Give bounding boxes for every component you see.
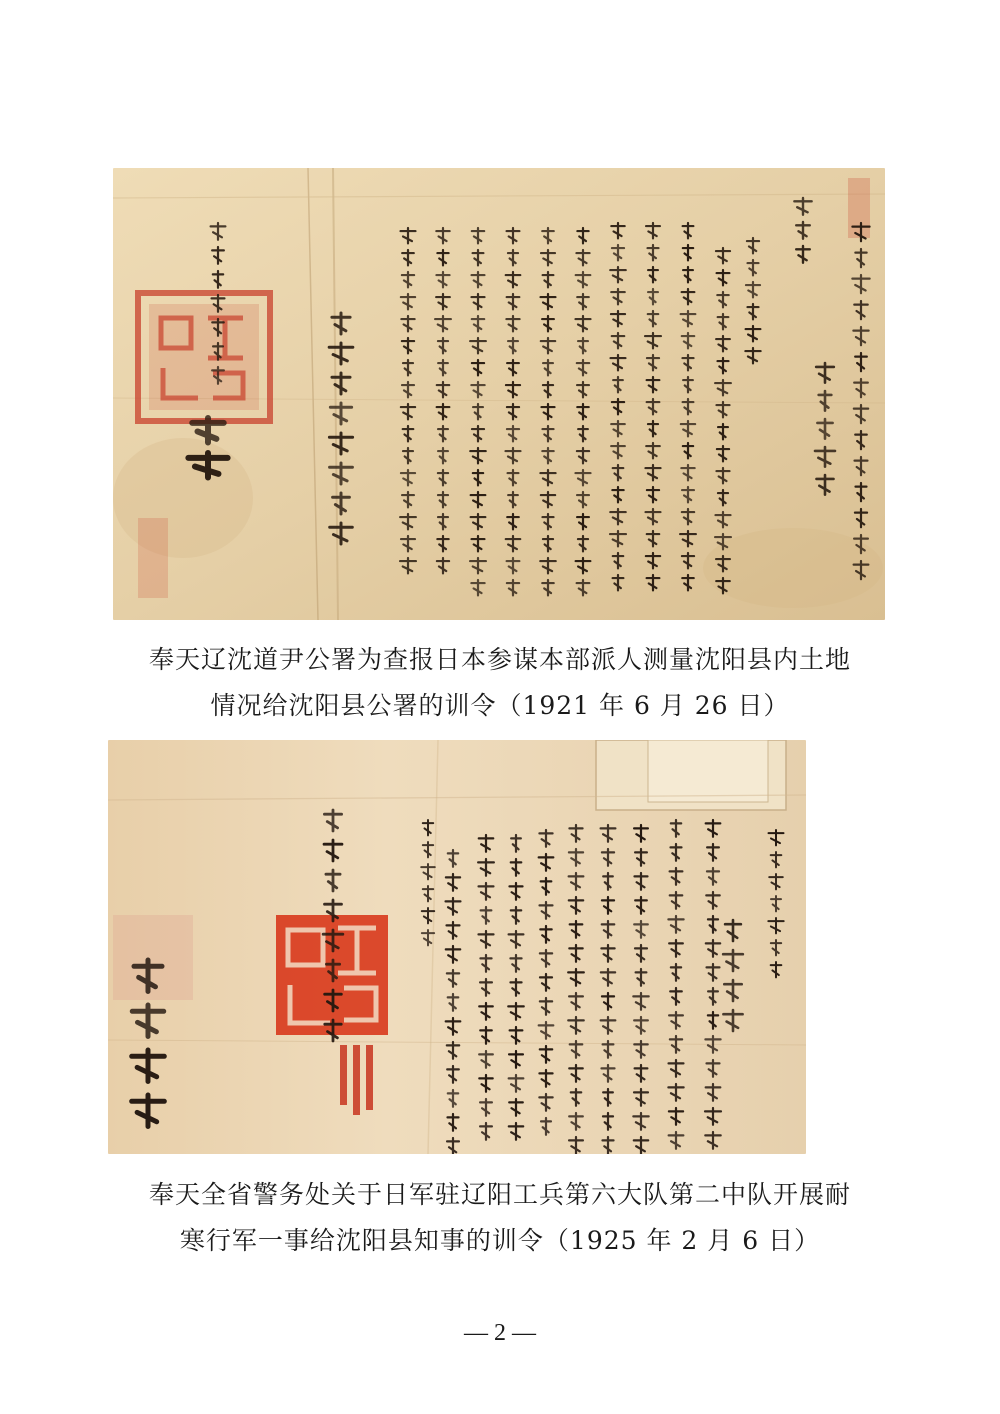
archival-document-photo-1925 — [108, 740, 806, 1154]
archival-document-photo-1921 — [113, 168, 885, 620]
caption-line: 奉天辽沈道尹公署为查报日本参谋本部派人测量沈阳县内土地 — [148, 645, 851, 674]
caption-line: 寒行军一事给沈阳县知事的训令（1925 年 2 月 6 日） — [179, 1226, 821, 1255]
caption-line: 奉天全省警务处关于日军驻辽阳工兵第六大队第二中队开展耐 — [148, 1180, 851, 1209]
document-image-1921 — [113, 168, 885, 620]
document-image-1925 — [108, 740, 806, 1154]
page-number: — 2 — — [464, 1320, 536, 1346]
caption-line: 情况给沈阳县公署的训令（1921 年 6 月 26 日） — [210, 691, 790, 720]
